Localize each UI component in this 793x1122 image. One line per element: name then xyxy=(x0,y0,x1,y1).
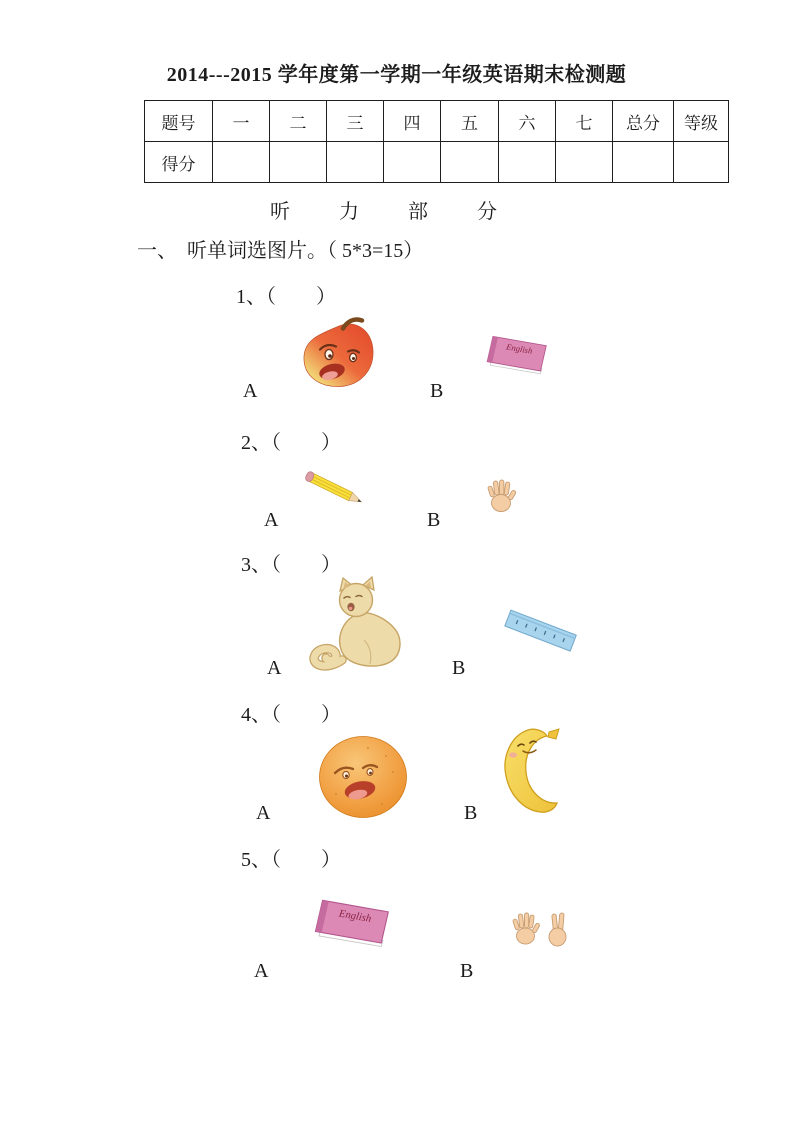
score-cell xyxy=(213,142,270,183)
book-title-text: English xyxy=(505,341,534,356)
score-cell xyxy=(613,142,674,183)
question-2-number: 2、（ ） xyxy=(241,432,341,454)
question-2-option-a-label: A xyxy=(264,509,279,531)
cat-image xyxy=(306,576,414,672)
score-table-score-row xyxy=(145,142,729,183)
score-cell xyxy=(499,142,556,183)
question-1-number: 1、（ ） xyxy=(236,286,336,308)
ruler-image xyxy=(500,606,580,658)
english-book-image xyxy=(304,895,398,959)
header-cell-total: 总分 xyxy=(613,101,674,142)
score-cell xyxy=(327,142,384,183)
banana-image xyxy=(500,724,563,818)
header-cell-grade: 等级 xyxy=(674,101,729,142)
question-1-option-a-label: A xyxy=(243,380,258,402)
orange-image xyxy=(316,732,411,820)
question-2-option-b-label: B xyxy=(427,509,441,531)
section-1-instruction: 一、 听单词选图片。（ 5*3=15） xyxy=(137,240,424,262)
score-table-header-row xyxy=(145,101,729,142)
question-3-option-a-label: A xyxy=(267,657,282,679)
score-cell xyxy=(441,142,499,183)
header-cell-2: 二 xyxy=(270,101,327,142)
english-book-image xyxy=(480,332,552,384)
score-cell xyxy=(270,142,327,183)
header-cell-question-no: 题号 xyxy=(145,101,213,142)
question-5-number: 5、（ ） xyxy=(241,849,341,871)
score-table xyxy=(144,100,729,183)
header-cell-6: 六 xyxy=(499,101,556,142)
hand-image xyxy=(486,477,518,513)
question-4-option-a-label: A xyxy=(256,802,271,824)
header-cell-7: 七 xyxy=(556,101,613,142)
pencil-image xyxy=(302,468,370,514)
header-cell-3: 三 xyxy=(327,101,384,142)
book-title-text: English xyxy=(338,908,373,925)
question-4-option-b-label: B xyxy=(464,802,478,824)
question-5-option-a-label: A xyxy=(254,960,269,982)
header-cell-1: 一 xyxy=(213,101,270,142)
score-cell xyxy=(556,142,613,183)
question-3-option-b-label: B xyxy=(452,657,466,679)
header-cell-5: 五 xyxy=(441,101,499,142)
score-cell xyxy=(384,142,441,183)
listening-section-heading: 听力部分 xyxy=(270,201,546,223)
two-hands-image xyxy=(510,908,574,950)
header-cell-4: 四 xyxy=(384,101,441,142)
question-4-number: 4、（ ） xyxy=(241,704,341,726)
apple-image xyxy=(296,316,380,391)
page-title: 2014---2015 学年度第一学期一年级英语期末检测题 xyxy=(166,64,627,86)
question-5-option-b-label: B xyxy=(460,960,474,982)
score-row-label: 得分 xyxy=(145,142,213,183)
question-1-option-b-label: B xyxy=(430,380,444,402)
score-cell xyxy=(674,142,729,183)
question-3-number: 3、（ ） xyxy=(241,554,341,576)
